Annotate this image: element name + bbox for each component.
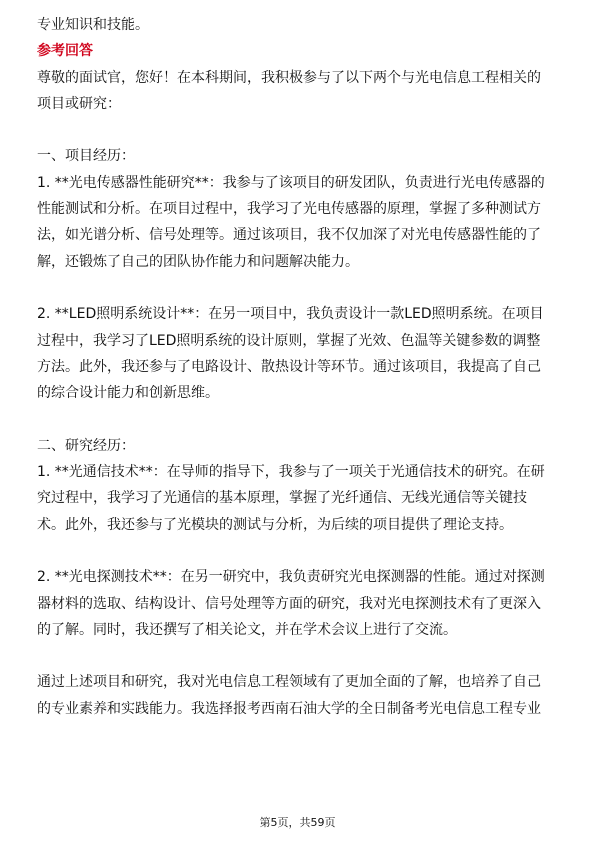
text-line: 法，如光谱分析、信号处理等。通过该项目，我不仅加深了对光电传感器性能的了 xyxy=(37,227,541,244)
text-line: 尊敬的面试官，您好！在本科期间，我积极参与了以下两个与光电信息工程相关的 xyxy=(37,69,541,86)
text-line: 通过上述项目和研究，我对光电信息工程领域有了更加全面的了解，也培养了自己 xyxy=(37,674,541,691)
paragraph-gap xyxy=(37,117,562,143)
section-heading-research: 二、研究经历： xyxy=(37,437,135,454)
text-line: 2. **LED照明系统设计**：在另一项目中，我负责设计一款LED照明系统。在项目 xyxy=(37,306,544,323)
paragraph-gap xyxy=(37,406,562,432)
text-line: 的专业素养和实践能力。我选择报考西南石油大学的全日制备考光电信息工程专业 xyxy=(37,700,541,717)
text-line: 解，还锻炼了自己的团队协作能力和问题解决能力。 xyxy=(37,253,359,270)
text-line: 的综合设计能力和创新思维。 xyxy=(37,385,219,402)
text-line: 究过程中，我学习了光通信的基本原理，掌握了光纤通信、无线光通信等关键技 xyxy=(37,490,527,507)
section-heading-projects: 一、项目经历： xyxy=(37,148,135,165)
page-footer: 第5页，共59页 xyxy=(259,816,336,829)
text-line: 的了解。同时，我还撰写了相关论文，并在学术会议上进行了交流。 xyxy=(37,621,457,638)
paragraph-gap xyxy=(37,643,562,669)
text-line: 性能测试和分析。在项目过程中，我学习了光电传感器的原理，掌握了多种测试方 xyxy=(37,201,541,218)
text-line: 项目或研究： xyxy=(37,95,121,112)
text-line: 专业知识和技能。 xyxy=(37,17,149,33)
answer-heading: 参考回答 xyxy=(37,43,93,60)
text-line: 过程中，我学习了LED照明系统的设计原则，掌握了光效、色温等关键参数的调整 xyxy=(37,332,541,349)
text-line: 1. **光电传感器性能研究**：我参与了该项目的研发团队，负责进行光电传感器的 xyxy=(37,174,545,191)
text-line: 术。此外，我还参与了光模块的测试与分析，为后续的项目提供了理论支持。 xyxy=(37,516,513,533)
text-line: 2. **光电探测技术**：在另一研究中，我负责研究光电探测器的性能。通过对探测 xyxy=(37,569,545,586)
text-line: 方法。此外，我还参与了电路设计、散热设计等环节。通过该项目，我提高了自己 xyxy=(37,358,541,375)
text-line: 器材料的选取、结构设计、信号处理等方面的研究，我对光电探测技术有了更深入 xyxy=(37,595,541,612)
text-line: 1. **光通信技术**：在导师的指导下，我参与了一项关于光通信技术的研究。在研 xyxy=(37,464,545,481)
paragraph-gap xyxy=(37,275,562,301)
document-body xyxy=(37,12,562,722)
paragraph-gap xyxy=(37,538,562,564)
